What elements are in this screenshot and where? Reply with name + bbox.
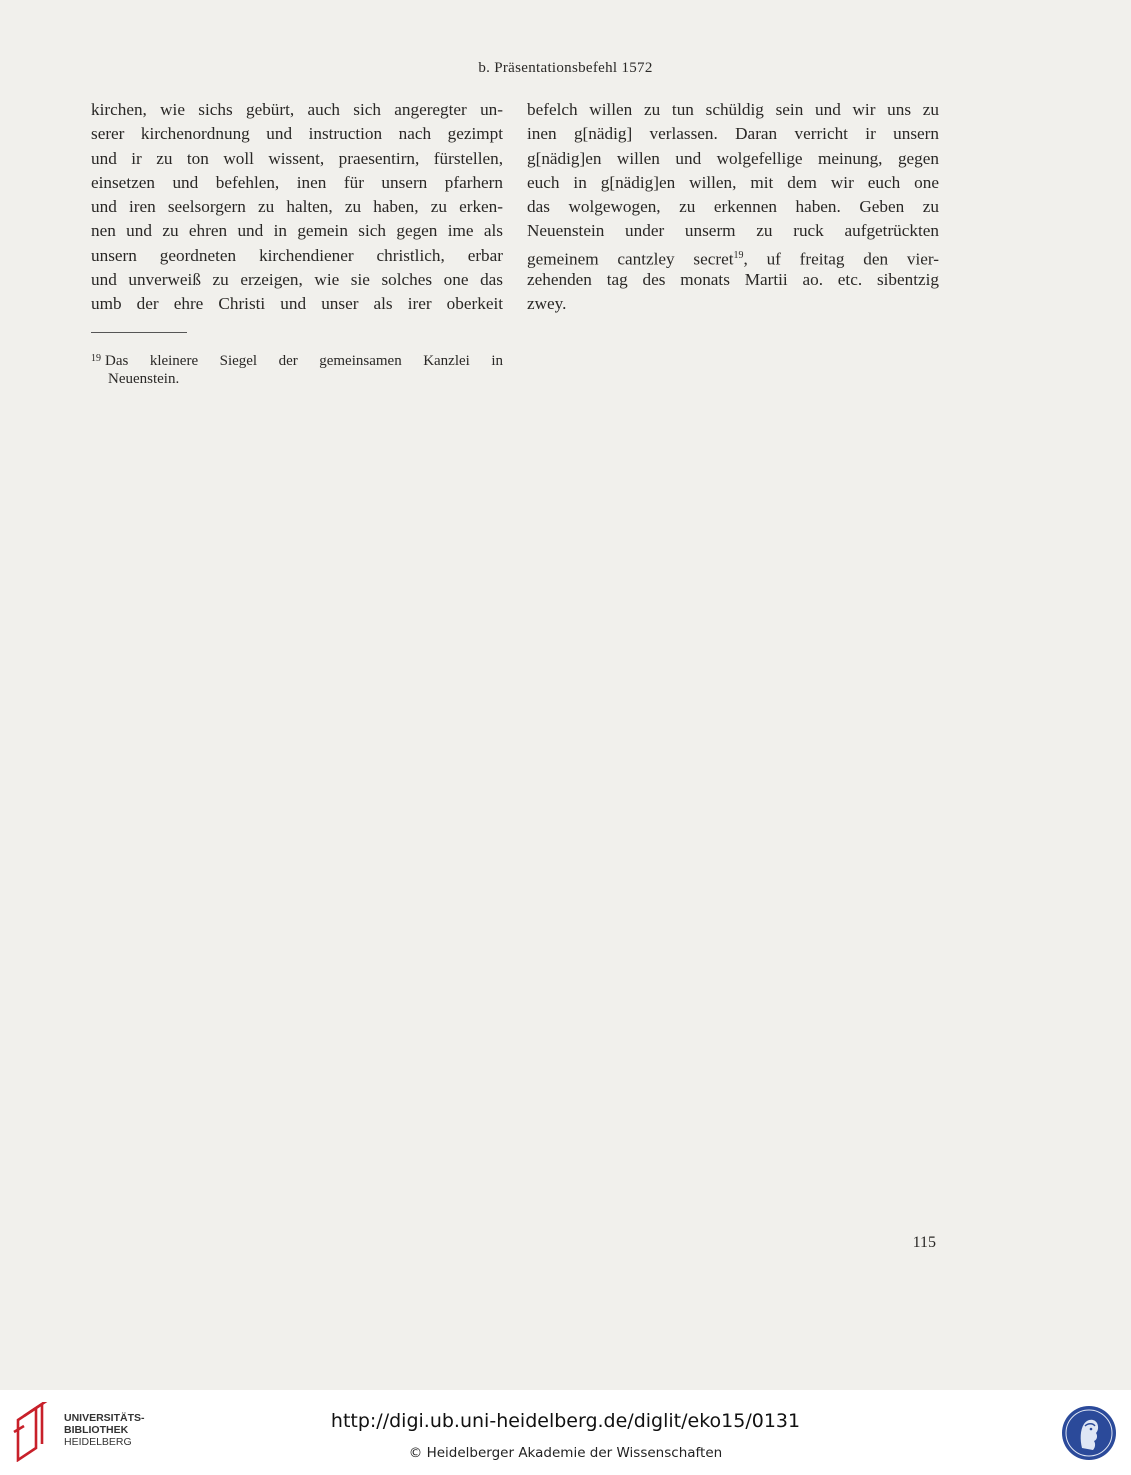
text-line: unsern geordneten kirchendiener christlich, erbar	[91, 245, 503, 265]
footnote-line: Neuenstein.	[108, 371, 180, 387]
text-segment: , uf freitag den vier-	[743, 249, 939, 269]
text-line: serer kirchenordnung und instruction nach gezimpt	[91, 124, 503, 144]
copyright-notice: © Heidelberger Akademie der Wissenschaften	[408, 1445, 723, 1461]
text-line: umb der ehre Christi und unser als irer oberkeit	[91, 294, 503, 314]
text-line: kirchen, wie sichs gebürt, auch sich angeregter un-	[91, 100, 503, 119]
institution-line: UNIVERSITÄTS-	[64, 1412, 145, 1424]
permalink-url[interactable]: http://digi.ub.uni-heidelberg.de/diglit/eko15/0131	[330, 1410, 801, 1432]
academy-seal-logo-icon[interactable]	[1060, 1404, 1118, 1462]
text-line: nen und zu ehren und in gemein sich gegen ime als	[91, 221, 503, 241]
footer-bar	[0, 1390, 1131, 1475]
running-head: b. Präsentationsbefehl 1572	[478, 60, 653, 76]
text-line: zehenden tag des monats Martii ao. etc. sibentzig	[527, 270, 939, 290]
text-line: inen g[nädig] verlassen. Daran verricht ir unsern	[527, 124, 939, 144]
text-line: g[nädig]en willen und wolgefellige meinung, gegen	[527, 148, 939, 168]
footnote-number: 19	[91, 353, 101, 364]
footnote	[91, 350, 503, 388]
text-line: und iren seelsorgern zu halten, zu haben, zu erken-	[91, 197, 503, 217]
text-line: das wolgewogen, zu erkennen haben. Geben zu	[527, 197, 939, 217]
text-line: und ir zu ton woll wissent, praesentirn, fürstellen,	[91, 148, 503, 168]
footnote-text: Das kleinere Siegel der gemeinsamen Kanzlei in	[105, 353, 503, 369]
left-column	[91, 98, 503, 317]
page-number: 115	[912, 1234, 936, 1251]
text-line: euch in g[nädig]en willen, mit dem wir euch one	[527, 172, 939, 192]
right-column	[527, 98, 939, 317]
institution-line: BIBLIOTHEK	[64, 1424, 129, 1436]
institution-line: HEIDELBERG	[64, 1436, 132, 1448]
footnote-line	[91, 350, 503, 370]
text-line: befelch willen zu tun schüldig sein und wir uns zu	[527, 100, 939, 119]
text-line: zwey.	[527, 294, 567, 314]
text-line: Neuenstein under unserm zu ruck aufgetrückten	[527, 221, 939, 241]
footnote-rule	[91, 332, 187, 333]
text-line: und unverweiß zu erzeigen, wie sie solches one das	[91, 270, 503, 290]
footnote-reference: 19	[733, 249, 744, 261]
text-line: einsetzen und befehlen, inen für unsern pfarhern	[91, 172, 503, 192]
text-segment: gemeinem cantzley secret	[527, 249, 734, 269]
text-line-with-footnote-ref	[527, 244, 939, 268]
